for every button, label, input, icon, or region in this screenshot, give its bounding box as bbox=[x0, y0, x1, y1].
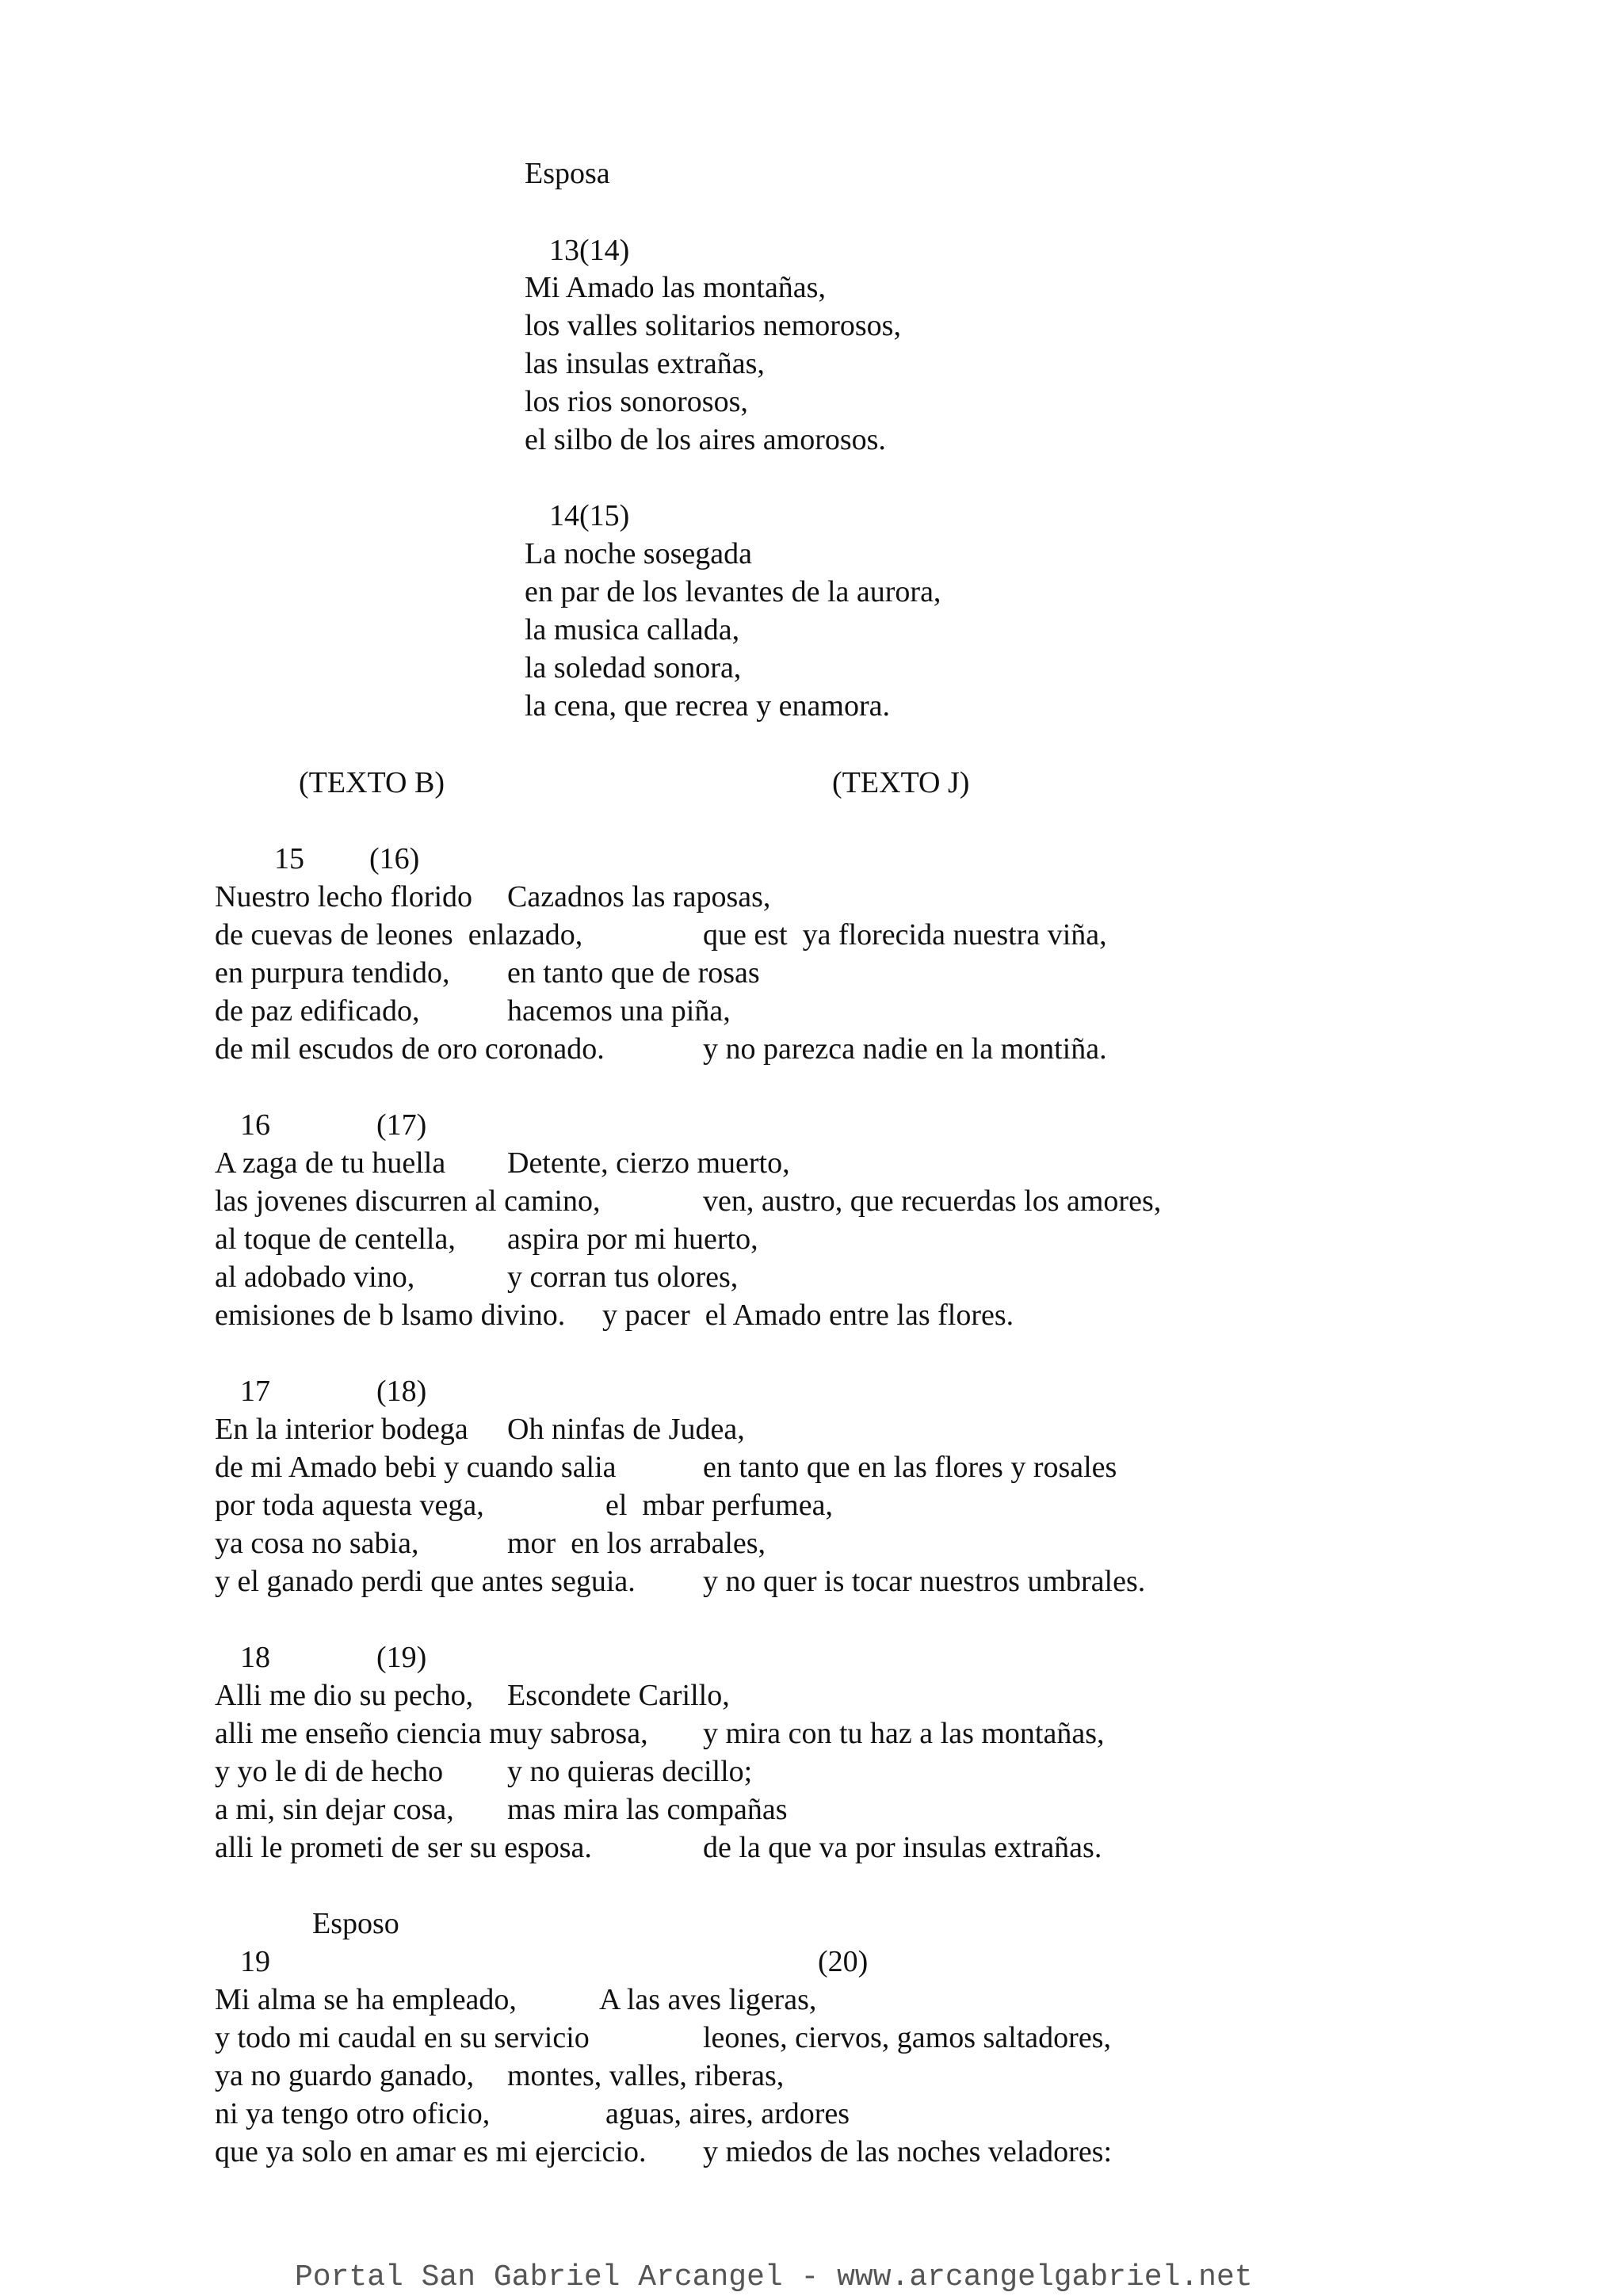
verse-line-b: de mi Amado bebi y cuando salia bbox=[215, 1451, 617, 1484]
verse-line-b: Nuestro lecho florido bbox=[215, 880, 473, 913]
verse-line-b: Mi alma se ha empleado, bbox=[215, 1983, 517, 2016]
verse-line-b: a mi, sin dejar cosa, bbox=[215, 1793, 454, 1826]
section-heading-esposo: Esposo bbox=[312, 1907, 399, 1940]
verse-line-b: emisiones de b lsamo divino. bbox=[215, 1299, 566, 1332]
verse-line-j: ven, austro, que recuerdas los amores, bbox=[703, 1184, 1162, 1218]
verse-line-b: por toda aquesta vega, bbox=[215, 1489, 484, 1522]
stanza-number: 13(14) bbox=[549, 234, 630, 267]
verse-line: la soledad sonora, bbox=[525, 651, 742, 685]
verse-line-j: montes, valles, riberas, bbox=[507, 2059, 785, 2092]
verse-line-j: Cazadnos las raposas, bbox=[507, 880, 771, 913]
stanza-number: 14(15) bbox=[549, 499, 630, 532]
verse-line: Mi Amado las montañas, bbox=[525, 271, 826, 304]
verse-line-j: de la que va por insulas extrañas. bbox=[703, 1831, 1102, 1864]
stanza-number-j: (18) bbox=[376, 1375, 427, 1408]
verse-line-j: y mira con tu haz a las montañas, bbox=[703, 1717, 1105, 1750]
page-footer: Portal San Gabriel Arcangel - www.arcangelgabriel.net bbox=[295, 2260, 1253, 2294]
verse-line-b: y el ganado perdi que antes seguia. bbox=[215, 1565, 636, 1598]
verse-line-j: leones, ciervos, gamos saltadores, bbox=[703, 2021, 1111, 2054]
stanza-number-j: (17) bbox=[376, 1108, 427, 1142]
verse-line-j: Escondete Carillo, bbox=[507, 1679, 730, 1712]
verse-line-b: de cuevas de leones enlazado, bbox=[215, 918, 583, 952]
stanza-number-j: (16) bbox=[369, 842, 420, 875]
stanza-number-b: 18 bbox=[240, 1641, 270, 1674]
verse-line-b: de mil escudos de oro coronado. bbox=[215, 1032, 605, 1066]
stanza-number-j: (20) bbox=[818, 1945, 869, 1978]
verse-line-j: Detente, cierzo muerto, bbox=[507, 1146, 790, 1180]
section-heading-esposa: Esposa bbox=[525, 157, 610, 190]
stanza-number-b: 15 bbox=[274, 842, 304, 875]
verse-line: la musica callada, bbox=[525, 613, 740, 646]
verse-line-b: de paz edificado, bbox=[215, 994, 420, 1028]
stanza-number-b: 19 bbox=[240, 1945, 270, 1978]
verse-line-b: en purpura tendido, bbox=[215, 956, 450, 990]
verse-line: en par de los levantes de la aurora, bbox=[525, 575, 941, 608]
verse-line-j: en tanto que de rosas bbox=[507, 956, 760, 990]
verse-line-b: En la interior bodega bbox=[215, 1413, 468, 1446]
column-header-texto-b: (TEXTO B) bbox=[299, 766, 445, 799]
verse-line-b: las jovenes discurren al camino, bbox=[215, 1184, 601, 1218]
verse-line: los valles solitarios nemorosos, bbox=[525, 309, 901, 342]
verse-line: los rios sonorosos, bbox=[525, 385, 748, 418]
verse-line-j: mas mira las compañas bbox=[507, 1793, 788, 1826]
verse-line-b: y yo le di de hecho bbox=[215, 1755, 444, 1788]
verse-line-j: Oh ninfas de Judea, bbox=[507, 1413, 745, 1446]
verse-line-b: alli le prometi de ser su esposa. bbox=[215, 1831, 592, 1864]
verse-line-j: y corran tus olores, bbox=[507, 1261, 739, 1294]
stanza-number-j: (19) bbox=[376, 1641, 427, 1674]
verse-line-j: aguas, aires, ardores bbox=[605, 2097, 850, 2130]
verse-line-b: y todo mi caudal en su servicio bbox=[215, 2021, 590, 2054]
verse-line-b: que ya solo en amar es mi ejercicio. bbox=[215, 2135, 647, 2168]
verse-line-j: el mbar perfumea, bbox=[605, 1489, 833, 1522]
column-header-texto-j: (TEXTO J) bbox=[832, 766, 970, 799]
stanza-number-b: 17 bbox=[240, 1375, 270, 1408]
verse-line: las insulas extrañas, bbox=[525, 347, 765, 380]
verse-line-j: hacemos una piña, bbox=[507, 994, 731, 1028]
verse-line-b: A zaga de tu huella bbox=[215, 1146, 446, 1180]
verse-line-b: ni ya tengo otro oficio, bbox=[215, 2097, 491, 2130]
verse-line-b: alli me enseño ciencia muy sabrosa, bbox=[215, 1717, 648, 1750]
verse-line-j: y no parezca nadie en la montiña. bbox=[703, 1032, 1107, 1066]
verse-line-j: y no quieras decillo; bbox=[507, 1755, 753, 1788]
verse-line: la cena, que recrea y enamora. bbox=[525, 689, 890, 723]
verse-line-b: al adobado vino, bbox=[215, 1261, 415, 1294]
verse-line-j: que est ya florecida nuestra viña, bbox=[703, 918, 1107, 952]
verse-line: el silbo de los aires amorosos. bbox=[525, 423, 886, 456]
verse-line-j: en tanto que en las flores y rosales bbox=[703, 1451, 1117, 1484]
verse-line-j: y miedos de las noches veladores: bbox=[703, 2135, 1113, 2168]
verse-line-j: y pacer el Amado entre las flores. bbox=[602, 1299, 1014, 1332]
verse-line-b: ya no guardo ganado, bbox=[215, 2059, 475, 2092]
verse-line-j: mor en los arrabales, bbox=[507, 1527, 766, 1560]
verse-line: La noche sosegada bbox=[525, 537, 752, 570]
verse-line-b: ya cosa no sabia, bbox=[215, 1527, 419, 1560]
verse-line-j: aspira por mi huerto, bbox=[507, 1222, 758, 1256]
stanza-number-b: 16 bbox=[240, 1108, 270, 1142]
verse-line-b: al toque de centella, bbox=[215, 1222, 456, 1256]
verse-line-j: y no quer is tocar nuestros umbrales. bbox=[703, 1565, 1146, 1598]
verse-line-b: Alli me dio su pecho, bbox=[215, 1679, 474, 1712]
verse-line-j: A las aves ligeras, bbox=[599, 1983, 817, 2016]
